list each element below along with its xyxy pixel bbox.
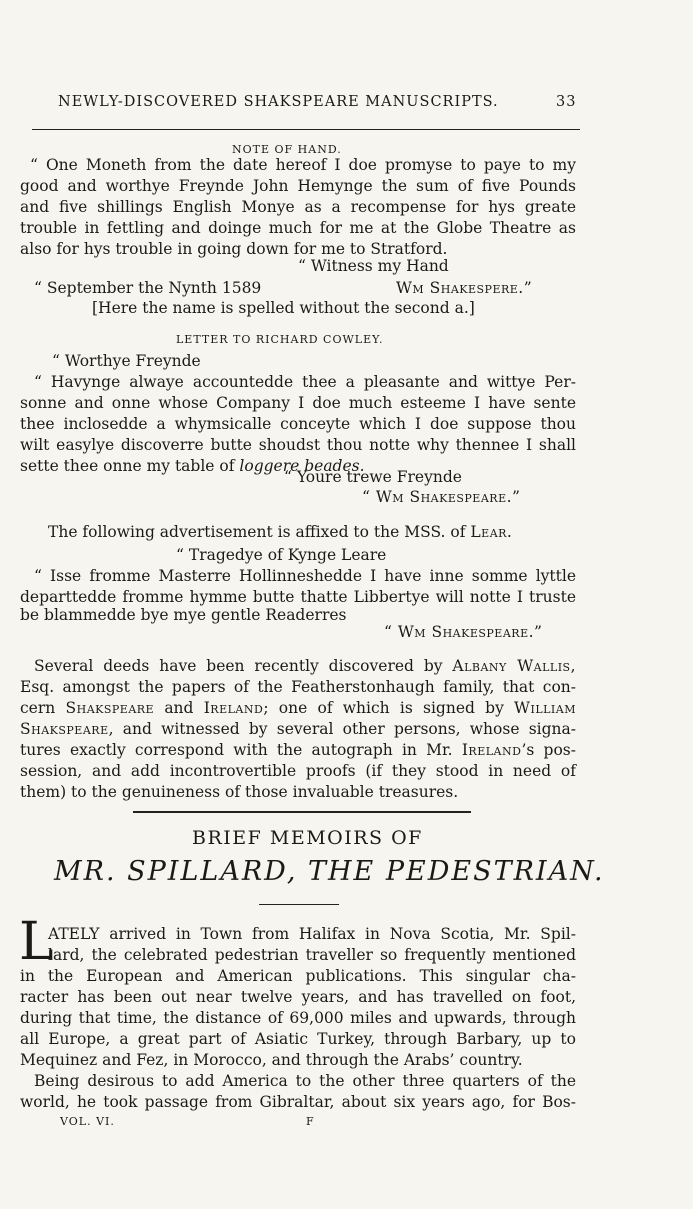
- header-rule: [32, 129, 580, 130]
- note-line-1: “ One Moneth from the date hereof I doe promyse to paye to my: [30, 156, 576, 174]
- letter-salutation: “ Worthye Freynde: [52, 352, 201, 370]
- deeds-line-4: [20, 719, 576, 739]
- section-rule: [133, 811, 471, 813]
- lear-intro-name: Lear.: [470, 523, 513, 541]
- deeds-l5-b: Ireland: [461, 741, 522, 759]
- deeds-line-1: [34, 656, 576, 676]
- lear-intro: [48, 522, 512, 542]
- deeds-l3-e: ; one of which is signed by: [263, 699, 515, 717]
- lear-intro-text: The following advertisement is affixed to the MSS. of: [48, 523, 471, 541]
- note-date: “ September the Nynth 1589: [34, 279, 262, 297]
- letter-signature: “ Wm Shakespeare.”: [362, 488, 521, 506]
- page-number: 33: [556, 94, 577, 110]
- letter-heading: LETTER TO RICHARD COWLEY.: [176, 333, 384, 346]
- volume-mark: VOL. VI.: [60, 1115, 115, 1128]
- note-of-hand-heading: NOTE OF HAND.: [232, 143, 342, 156]
- note-editorial: [Here the name is spelled without the second a.]: [92, 299, 475, 317]
- memoir-line-6: all Europe, a great part of Asiatic Turkey, through Barbary, up to: [20, 1030, 576, 1048]
- memoir-line-8: Being desirous to add America to the other three quarters of the: [34, 1072, 576, 1090]
- deeds-l3-c: and: [154, 699, 204, 717]
- memoir-line-9: world, he took passage from Gibraltar, about six years ago, for Bos-: [20, 1093, 576, 1111]
- deeds-line-3: [20, 698, 576, 718]
- deeds-l1-text: Several deeds have been recently discovered by: [34, 657, 453, 675]
- note-signature: Wm Shakespere.”: [396, 279, 533, 297]
- letter-line-3: thee inclosedde a whymsicalle conceyte which I doe suppose thou: [20, 415, 576, 433]
- deeds-l5-a: tures exactly correspond with the autograph in Mr.: [20, 741, 462, 759]
- memoir-line-5: during that time, the distance of 69,000 miles and upwards, through: [20, 1009, 576, 1027]
- drop-cap: L: [19, 912, 54, 972]
- letter-line-4: wilt easylye discoverre butte shoudst thou notte why thennee I shall: [20, 436, 576, 454]
- note-line-2: good and worthye Freynde John Hemynge the sum of five Pounds: [20, 177, 576, 195]
- deeds-l5-c: ’s pos-: [521, 741, 576, 759]
- deeds-line-5: [20, 740, 576, 760]
- lear-line-1: “ Isse fromme Masterre Hollinneshedde I have inne somme lyttle: [34, 567, 576, 585]
- deeds-l3-f: William: [514, 699, 576, 717]
- signature-mark: F: [306, 1115, 315, 1128]
- letter-line-5-text: sette thee onne my table of: [20, 457, 240, 475]
- note-line-4: trouble in fettling and doinge much for me at the Globe Theatre as: [20, 219, 576, 237]
- lear-line-3: be blammedde bye mye gentle Readerres: [20, 606, 347, 624]
- deeds-line-6: session, and add incontrovertible proofs (if they stood in need of: [20, 762, 576, 780]
- memoir-line-7: Mequinez and Fez, in Morocco, and through the Arabs’ country.: [20, 1051, 523, 1069]
- note-witness: “ Witness my Hand: [298, 257, 449, 275]
- deeds-line-2: Esq. amongst the papers of the Featherstonhaugh family, that con-: [20, 678, 576, 696]
- note-line-3: and five shillings English Monye as a recompense for hys greate: [20, 198, 576, 216]
- letter-line-1: “ Havynge alwaye accountedde thee a pleasante and wittye Per-: [34, 373, 576, 391]
- deeds-l4-b: , and witnessed by several other persons, whose signa-: [108, 720, 576, 738]
- memoir-subtitle: MR. SPILLARD, THE PEDESTRIAN.: [54, 856, 605, 887]
- subtitle-rule: [259, 904, 339, 905]
- letter-line-2: sonne and onne whose Company I doe much esteeme I have sente: [20, 394, 576, 412]
- note-line-5: also for hys trouble in going down for me to Stratford.: [20, 240, 448, 258]
- lear-title: “ Tragedye of Kynge Leare: [176, 546, 387, 564]
- lear-line-2: departtedde fromme hymme butte thatte Libbertye will notte I truste: [20, 588, 576, 606]
- deeds-l3-b: Shakspeare: [65, 699, 155, 717]
- letter-line-5-italic: loggere beades.: [239, 457, 365, 475]
- memoir-line-2: lard, the celebrated pedestrian traveller so frequently mentioned: [48, 946, 576, 964]
- deeds-l3-a: cern: [20, 699, 66, 717]
- running-title: NEWLY-DISCOVERED SHAKSPEARE MANUSCRIPTS.: [58, 94, 499, 110]
- deeds-l1-name: Albany Wallis,: [452, 657, 576, 675]
- memoir-line-4: racter has been out near twelve years, and has travelled on foot,: [20, 988, 576, 1006]
- letter-closing: “ Youre trewe Freynde: [284, 468, 462, 486]
- memoir-line-1: ATELY arrived in Town from Halifax in Nova Scotia, Mr. Spil-: [48, 925, 576, 943]
- memoir-title: BRIEF MEMOIRS OF: [192, 827, 423, 849]
- lear-signature: “ Wm Shakespeare.”: [384, 623, 543, 641]
- deeds-l4-a: Shakspeare: [20, 720, 109, 738]
- deeds-line-7: them) to the genuineness of those invaluable treasures.: [20, 783, 459, 801]
- memoir-line-3: in the European and American publications. This singular cha-: [20, 967, 576, 985]
- deeds-l3-d: Ireland: [203, 699, 264, 717]
